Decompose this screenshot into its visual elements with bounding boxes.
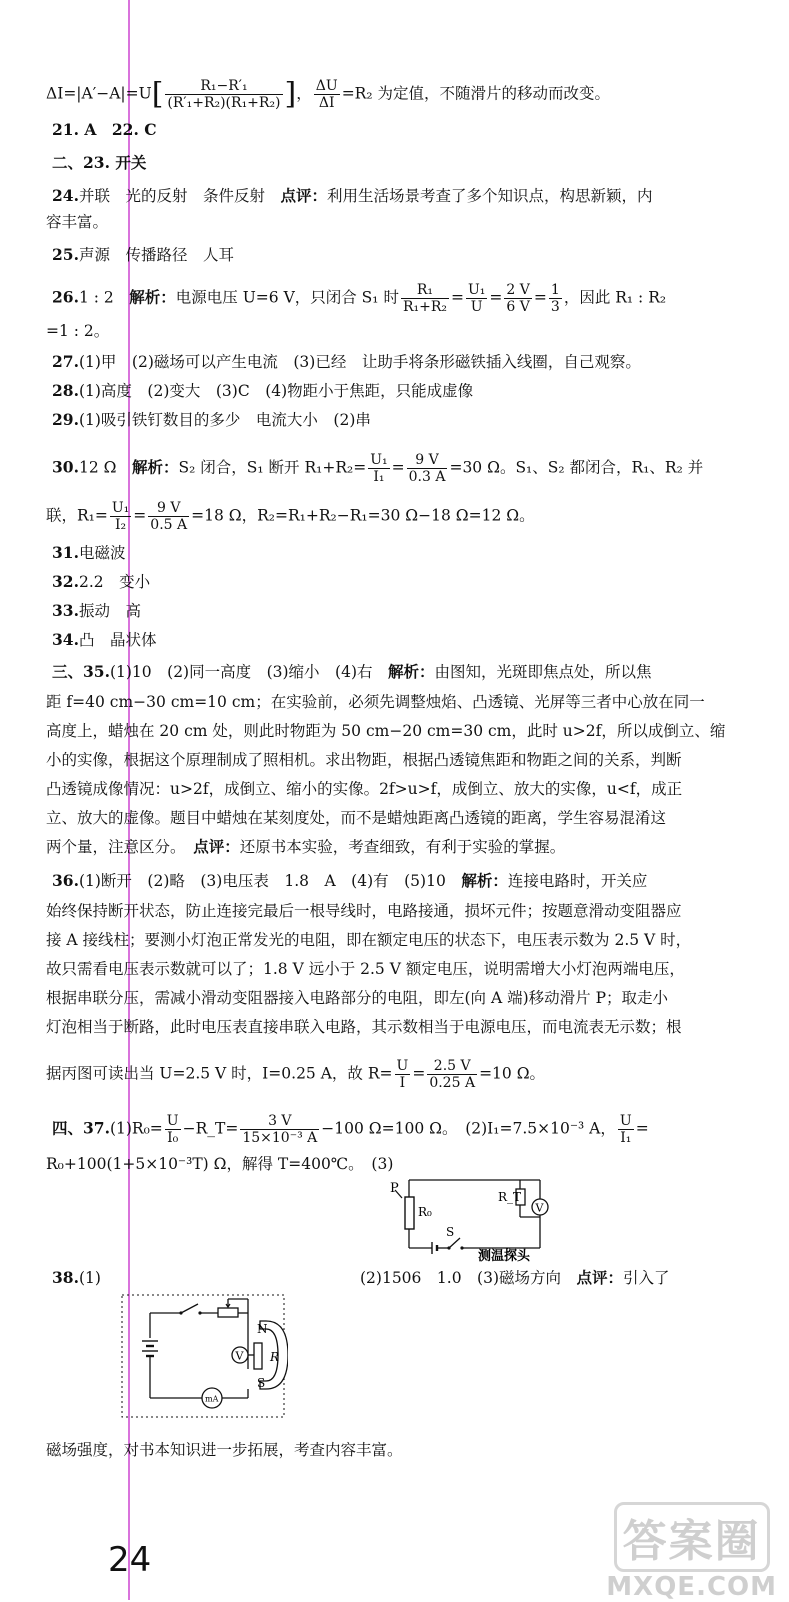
q26-frac-1: $\frac{\text{R₁}}{\text{R₁+R₂}}$ — [402, 282, 447, 315]
q20-ratio: $\frac{\Delta U}{\Delta I}$ — [315, 78, 338, 111]
watermark-logo-text: 答案圈 — [614, 1502, 770, 1572]
watermark-logo — [606, 1502, 777, 1602]
q30-frac-1: $\frac{\text{U₁}}{\text{I₁}}$ — [370, 452, 388, 485]
q20-tail: =R₂ 为定值，不随滑片的移动而改变。 — [341, 84, 610, 103]
q36-line-4: 故只需看电压表示数就可以了；1.8 V 远小于 2.5 V 额定电压，说明需增大小灯泡两端电压， — [46, 960, 685, 978]
sensor-r — [254, 1343, 262, 1369]
q30-frac-4: $\frac{9 V}{0.5 A}$ — [150, 500, 188, 533]
analysis-label: 解析： — [131, 457, 179, 477]
q20-fraction: $\frac{\text{R₁−R′₁}}{\text{(R′₁+R₂)(R₁+R₂)}}$ — [167, 78, 281, 111]
q35-line-5: 凸透镜成像情况：u>2f，成倒立、缩小的实像。2f>u>f，成倒立、放大的实像，u<f，成正 — [46, 780, 683, 798]
q36-line-7: 据丙图可读出当 U=2.5 V 时，I=0.25 A，故 R= $\frac{U}{I}$ = $\frac{2.5 V}{0.25 A}$ =10 Ω。 — [46, 1058, 546, 1091]
q37-circuit-diagram — [380, 1172, 555, 1262]
q38-answer-prefix: 38.(1) — [52, 1268, 101, 1287]
label-r: R — [270, 1350, 280, 1364]
q26-frac-4: $\frac{1}{3}$ — [550, 282, 560, 315]
label-rt: R_T — [498, 1190, 522, 1204]
q38-continuation: 磁场强度，对书本知识进一步拓展，考查内容丰富。 — [46, 1441, 403, 1459]
page-number: 24 — [108, 1540, 152, 1580]
comment-label: 点评： — [576, 1268, 624, 1287]
q31-answer: 31.电磁波 — [52, 543, 126, 562]
q27-answer: 27.(1)甲 (2)磁场可以产生电流 (3)已经 让助手将条形磁铁插入线圈，自己观察。 — [52, 352, 641, 371]
q26-frac-3: $\frac{2 V}{6 V}$ — [506, 282, 530, 315]
q37-frac-2: $\frac{3 V}{\text{15×10⁻³ A}}$ — [242, 1113, 318, 1146]
q20-left: ΔI=|A′−A|=U — [46, 84, 152, 103]
label-n: N — [257, 1322, 268, 1336]
q37-answer: 四、37.(1)R₀= $\frac{U}{\text{I₀}}$ −R_T= $\frac{3 V}{\text{15×10⁻³ A}}$ −100 Ω=100 Ω。 (2)I₁=7.5×10⁻³ A， $\frac{U}{\text{I₁}}$ = — [52, 1113, 649, 1146]
analysis-label: 解析： — [129, 287, 176, 307]
q36-line-6: 灯泡相当于断路，此时电压表直接串联入电路，其示数相当于电源电压，而电流表无示数；根 — [46, 1018, 682, 1036]
q30-frac-2: $\frac{9 V}{0.3 A}$ — [408, 452, 446, 485]
q36-frac-1: $\frac{U}{I}$ — [396, 1058, 409, 1091]
q21-22-answers: 21. A 22. C — [52, 120, 157, 139]
q37-frac-1: $\frac{U}{\text{I₀}}$ — [166, 1113, 179, 1146]
q33-answer: 33.振动 高 — [52, 601, 141, 620]
q26-continuation: =1 : 2。 — [46, 322, 110, 340]
q38-answer-rest: (2)1506 1.0 (3)磁场方向 点评：引入了 — [360, 1268, 670, 1287]
label-p: P — [390, 1181, 399, 1196]
q26-frac-2: $\frac{\text{U₁}}{U}$ — [468, 282, 486, 315]
q34-answer: 34.凸 晶状体 — [52, 630, 157, 649]
comment-label: 点评： — [193, 837, 240, 856]
label-v: V — [235, 1349, 244, 1363]
q37-frac-3: $\frac{U}{\text{I₁}}$ — [619, 1113, 632, 1146]
q35-line-7: 两个量，注意区分。 点评：还原书本实验，考查细致，有利于实验的掌握。 — [46, 837, 566, 856]
label-r0: R₀ — [418, 1205, 432, 1219]
watermark-url: MXQE.COM — [606, 1572, 777, 1602]
q28-answer: 28.(1)高度 (2)变大 (3)C (4)物距小于焦距，只能成虚像 — [52, 381, 474, 400]
q26-answer: 26.1 : 2 解析：电源电压 U=6 V，只闭合 S₁ 时 $\frac{\text{R₁}}{\text{R₁+R₂}}$ = $\frac{\text{U₁}}{U}$ = $\frac{2 V}{6 V}$ = $\frac{1}{3}$ ，因此 R₁ : R₂ — [52, 282, 667, 315]
q24-answer: 24.并联 光的反射 条件反射 点评：利用生活场景考查了多个知识点，构思新颖，内 — [52, 186, 653, 205]
q36-line-2: 始终保持断开状态，防止连接完最后一根导线时，电路接通，损坏元件；按题意滑动变阻器应 — [46, 902, 682, 920]
q35-line-2: 距 f=40 cm−30 cm=10 cm；在实验前，必须先调整烛焰、凸透镜、光屏等三者中心放在同一 — [46, 693, 705, 711]
q32-answer: 32.2.2 变小 — [52, 572, 151, 591]
rheostat — [218, 1308, 238, 1317]
q36-line-5: 根据串联分压，需减小滑动变阻器接入电路部分的电阻，即左(向 A 端)移动滑片 P；取走小 — [46, 989, 669, 1007]
switch-icon — [449, 1238, 460, 1248]
label-probe: 测温探头 — [478, 1249, 531, 1262]
q35-line-6: 立、放大的虚像。题目中蜡烛在某刻度处，而不是蜡烛距离凸透镜的距离，学生容易混淆这 — [46, 809, 667, 827]
label-v: V — [535, 1201, 544, 1215]
q30-answer: 30.12 Ω 解析：S₂ 闭合，S₁ 断开 R₁+R₂= $\frac{\text{U₁}}{\text{I₁}}$ = $\frac{9 V}{0.3 A}$ =30 Ω。S₁、S₂ 都闭合，R₁、R₂ 并 — [52, 452, 704, 485]
comment-label: 点评： — [280, 186, 327, 205]
q20-formula-line: ΔI=|A′−A|=U[ $\frac{\text{R₁−R′₁}}{\text{(R′₁+R₂)(R₁+R₂)}}$ ]， $\frac{\Delta U}{\Delta I}$ =R₂ 为定值，不随滑片的移动而改变。 — [46, 76, 610, 112]
q35-line-4: 小的实像，根据这个原理制成了照相机。求出物距，根据凸透镜焦距和物距之间的关系，判断 — [46, 751, 682, 769]
label-s: S — [446, 1225, 455, 1239]
bracket-open: [ — [151, 76, 164, 112]
q36-frac-2: $\frac{2.5 V}{0.25 A}$ — [429, 1058, 476, 1091]
r0-resistor — [405, 1197, 414, 1229]
q30-frac-3: $\frac{\text{U₁}}{\text{I₂}}$ — [111, 500, 130, 533]
q35-answer: 三、35.(1)10 (2)同一高度 (3)缩小 (4)右 解析：由图知，光斑即焦点处，所以焦 — [52, 662, 652, 681]
q23-answer: 二、23. 开关 — [52, 153, 147, 172]
q36-line-3: 接 A 接线柱；要测小灯泡正常发光的电阻，即在额定电压的状态下，电压表示数为 2.5 V 时， — [46, 931, 692, 949]
label-s: S — [257, 1376, 266, 1390]
q37-continuation: R₀+100(1+5×10⁻³T) Ω，解得 T=400℃。 (3) — [46, 1155, 394, 1173]
q25-answer: 25.声源 传播路径 人耳 — [52, 245, 234, 264]
label-ma: mA — [205, 1394, 219, 1404]
bracket-close: ] — [284, 76, 297, 112]
analysis-label: 解析： — [461, 871, 508, 890]
q24-continuation: 容丰富。 — [46, 213, 109, 231]
q29-answer: 29.(1)吸引铁钉数目的多少 电流大小 (2)串 — [52, 410, 371, 429]
q38-circuit-diagram — [120, 1293, 288, 1421]
q36-answer: 36.(1)断开 (2)略 (3)电压表 1.8 A (4)有 (5)10 解析：连接电路时，开关应 — [52, 871, 648, 890]
q30-continuation: 联，R₁= $\frac{\text{U₁}}{\text{I₂}}$ = $\frac{9 V}{0.5 A}$ =18 Ω，R₂=R₁+R₂−R₁=30 Ω−18 Ω=12 Ω。 — [46, 500, 535, 533]
analysis-label: 解析： — [388, 662, 435, 681]
q35-line-3: 高度上，蜡烛在 20 cm 处，则此时物距为 50 cm−20 cm=30 cm，此时 u>2f，所以成倒立、缩 — [46, 722, 726, 740]
switch-icon — [181, 1304, 198, 1313]
